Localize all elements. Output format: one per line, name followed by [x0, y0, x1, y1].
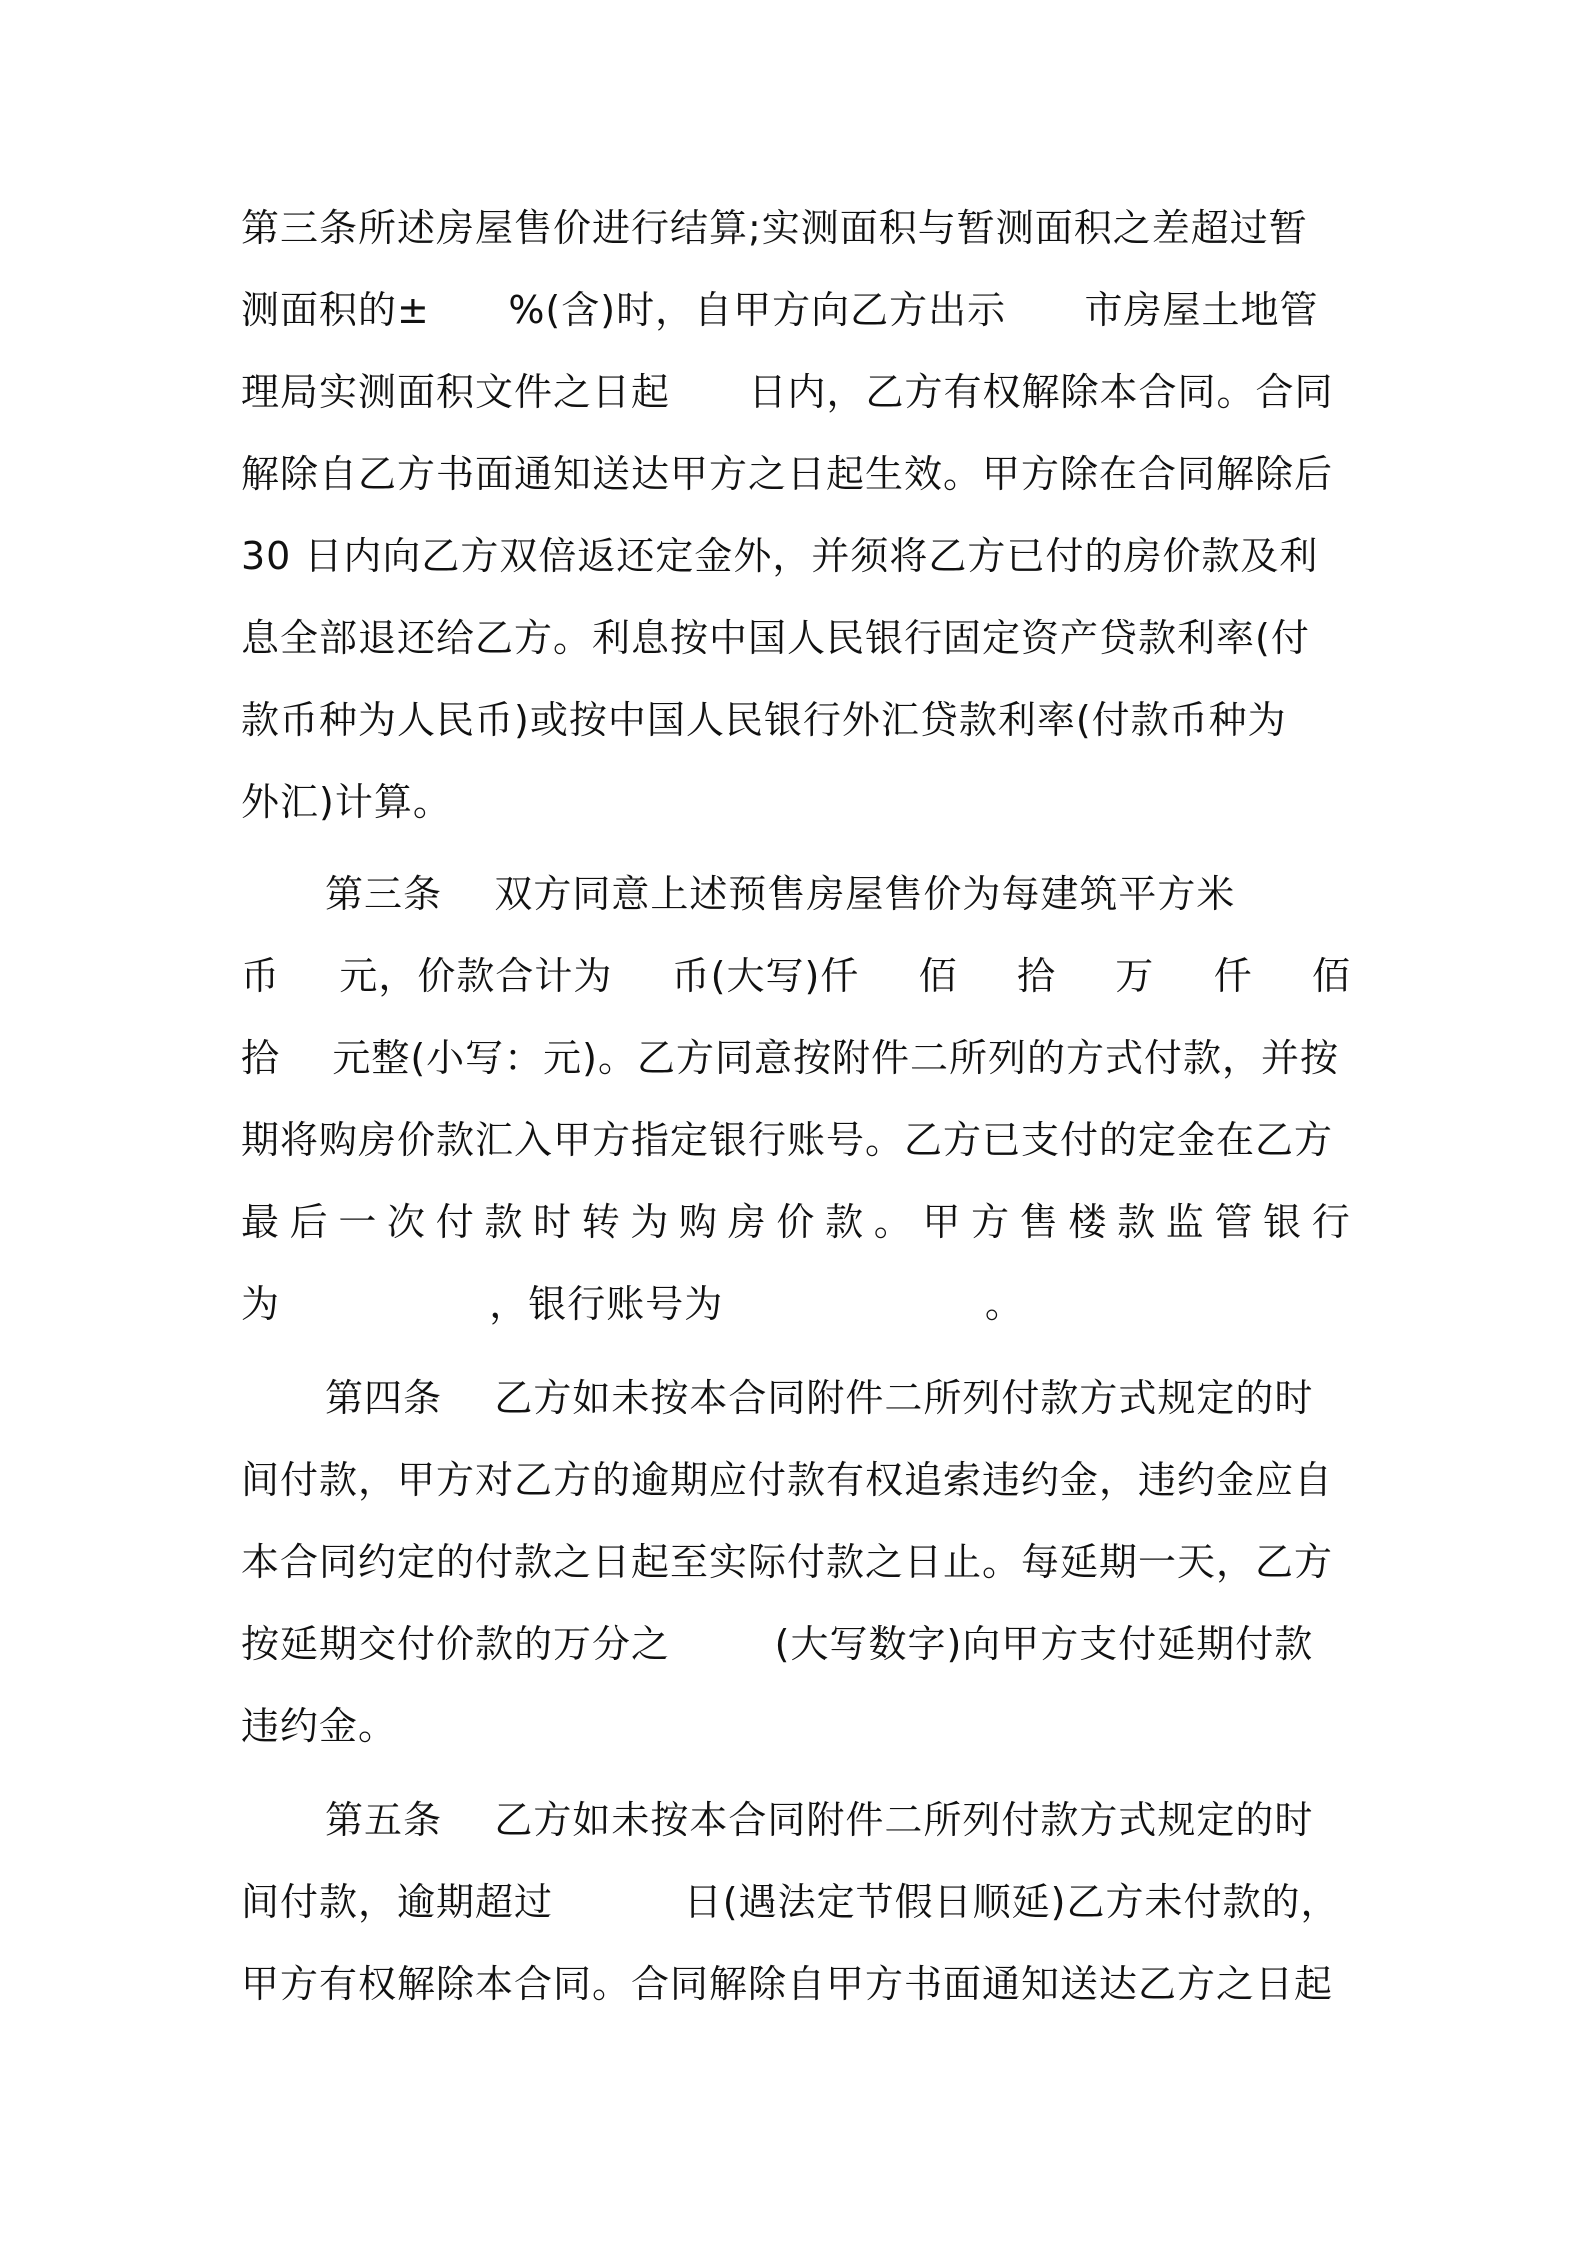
char: 房: [727, 1200, 767, 1244]
char: 价: [776, 1200, 816, 1244]
text-line: 间付款，逾期超过 日(遇法定节假日顺延)乙方未付款的，: [241, 1880, 1340, 1924]
text-line: 拾 元整(小写：元)。乙方同意按附件二所列的方式付款，并按: [241, 1036, 1339, 1080]
text-segment: 佰: [918, 954, 958, 998]
text-line: 为 ，银行账号为 。: [241, 1282, 1024, 1326]
char: 一: [338, 1200, 378, 1244]
char: 银: [1263, 1200, 1303, 1244]
text-line: 期将购房价款汇入甲方指定银行账号。乙方已支付的定金在乙方: [241, 1118, 1334, 1162]
text-line: 本合同约定的付款之日起至实际付款之日止。每延期一天，乙方: [241, 1540, 1334, 1584]
char: 监: [1165, 1200, 1205, 1244]
char: 行: [1311, 1200, 1351, 1244]
char: 。: [873, 1200, 913, 1244]
justified-text-line: [241, 1192, 1351, 1252]
char: 转: [581, 1200, 621, 1244]
char: 方: [971, 1200, 1011, 1244]
text-segment: 佰: [1311, 954, 1351, 998]
text-line: 外汇)计算。: [241, 780, 452, 824]
char: 购: [679, 1200, 719, 1244]
char: 为: [630, 1200, 670, 1244]
text-line: 测面积的± %(含)时，自甲方向乙方出示 市房屋土地管: [241, 288, 1319, 332]
char: 楼: [1068, 1200, 1108, 1244]
text-line: 违约金。: [241, 1704, 398, 1748]
text-segment: 币: [241, 954, 281, 998]
text-line: 解除自乙方书面通知送达甲方之日起生效。甲方除在合同解除后: [241, 452, 1334, 496]
article-3-price-line: [241, 946, 1351, 1006]
text-segment: 拾: [1016, 954, 1056, 998]
char: 售: [1019, 1200, 1059, 1244]
char: 最: [241, 1200, 281, 1244]
char: 付: [435, 1200, 475, 1244]
text-line: 息全部退还给乙方。利息按中国人民银行固定资产贷款利率(付: [241, 616, 1310, 660]
char: 后: [289, 1200, 329, 1244]
char: 款: [1117, 1200, 1157, 1244]
text-line: 第三条所述房屋售价进行结算;实测面积与暂测面积之差超过暂: [241, 206, 1308, 250]
text-segment: 元，价款合计为: [339, 954, 613, 998]
char: 甲: [922, 1200, 962, 1244]
char: 管: [1214, 1200, 1254, 1244]
text-line: 30 日内向乙方双倍返还定金外，并须将乙方已付的房价款及利: [241, 534, 1319, 578]
text-line: 款币种为人民币)或按中国人民银行外汇贷款利率(付款币种为: [241, 698, 1287, 742]
text-line: 间付款，甲方对乙方的逾期应付款有权追索违约金，违约金应自: [241, 1458, 1334, 1502]
char: 时: [533, 1200, 573, 1244]
text-segment: 万: [1115, 954, 1155, 998]
char: 次: [387, 1200, 427, 1244]
text-segment: 仟: [1213, 954, 1253, 998]
text-line: 甲方有权解除本合同。合同解除自甲方书面通知送达乙方之日起: [241, 1962, 1334, 2006]
article-3-heading-line: 第三条 双方同意上述预售房屋售价为每建筑平方米: [325, 872, 1236, 916]
article-5-heading-line: 第五条 乙方如未按本合同附件二所列付款方式规定的时: [325, 1798, 1314, 1842]
article-4-heading-line: 第四条 乙方如未按本合同附件二所列付款方式规定的时: [325, 1376, 1314, 1420]
text-line: 理局实测面积文件之日起 日内，乙方有权解除本合同。合同: [241, 370, 1334, 414]
char: 款: [825, 1200, 865, 1244]
char: 款: [484, 1200, 524, 1244]
text-line: 按延期交付价款的万分之 (大写数字)向甲方支付延期付款: [241, 1622, 1314, 1666]
text-segment: 币(大写)仟: [671, 954, 860, 998]
